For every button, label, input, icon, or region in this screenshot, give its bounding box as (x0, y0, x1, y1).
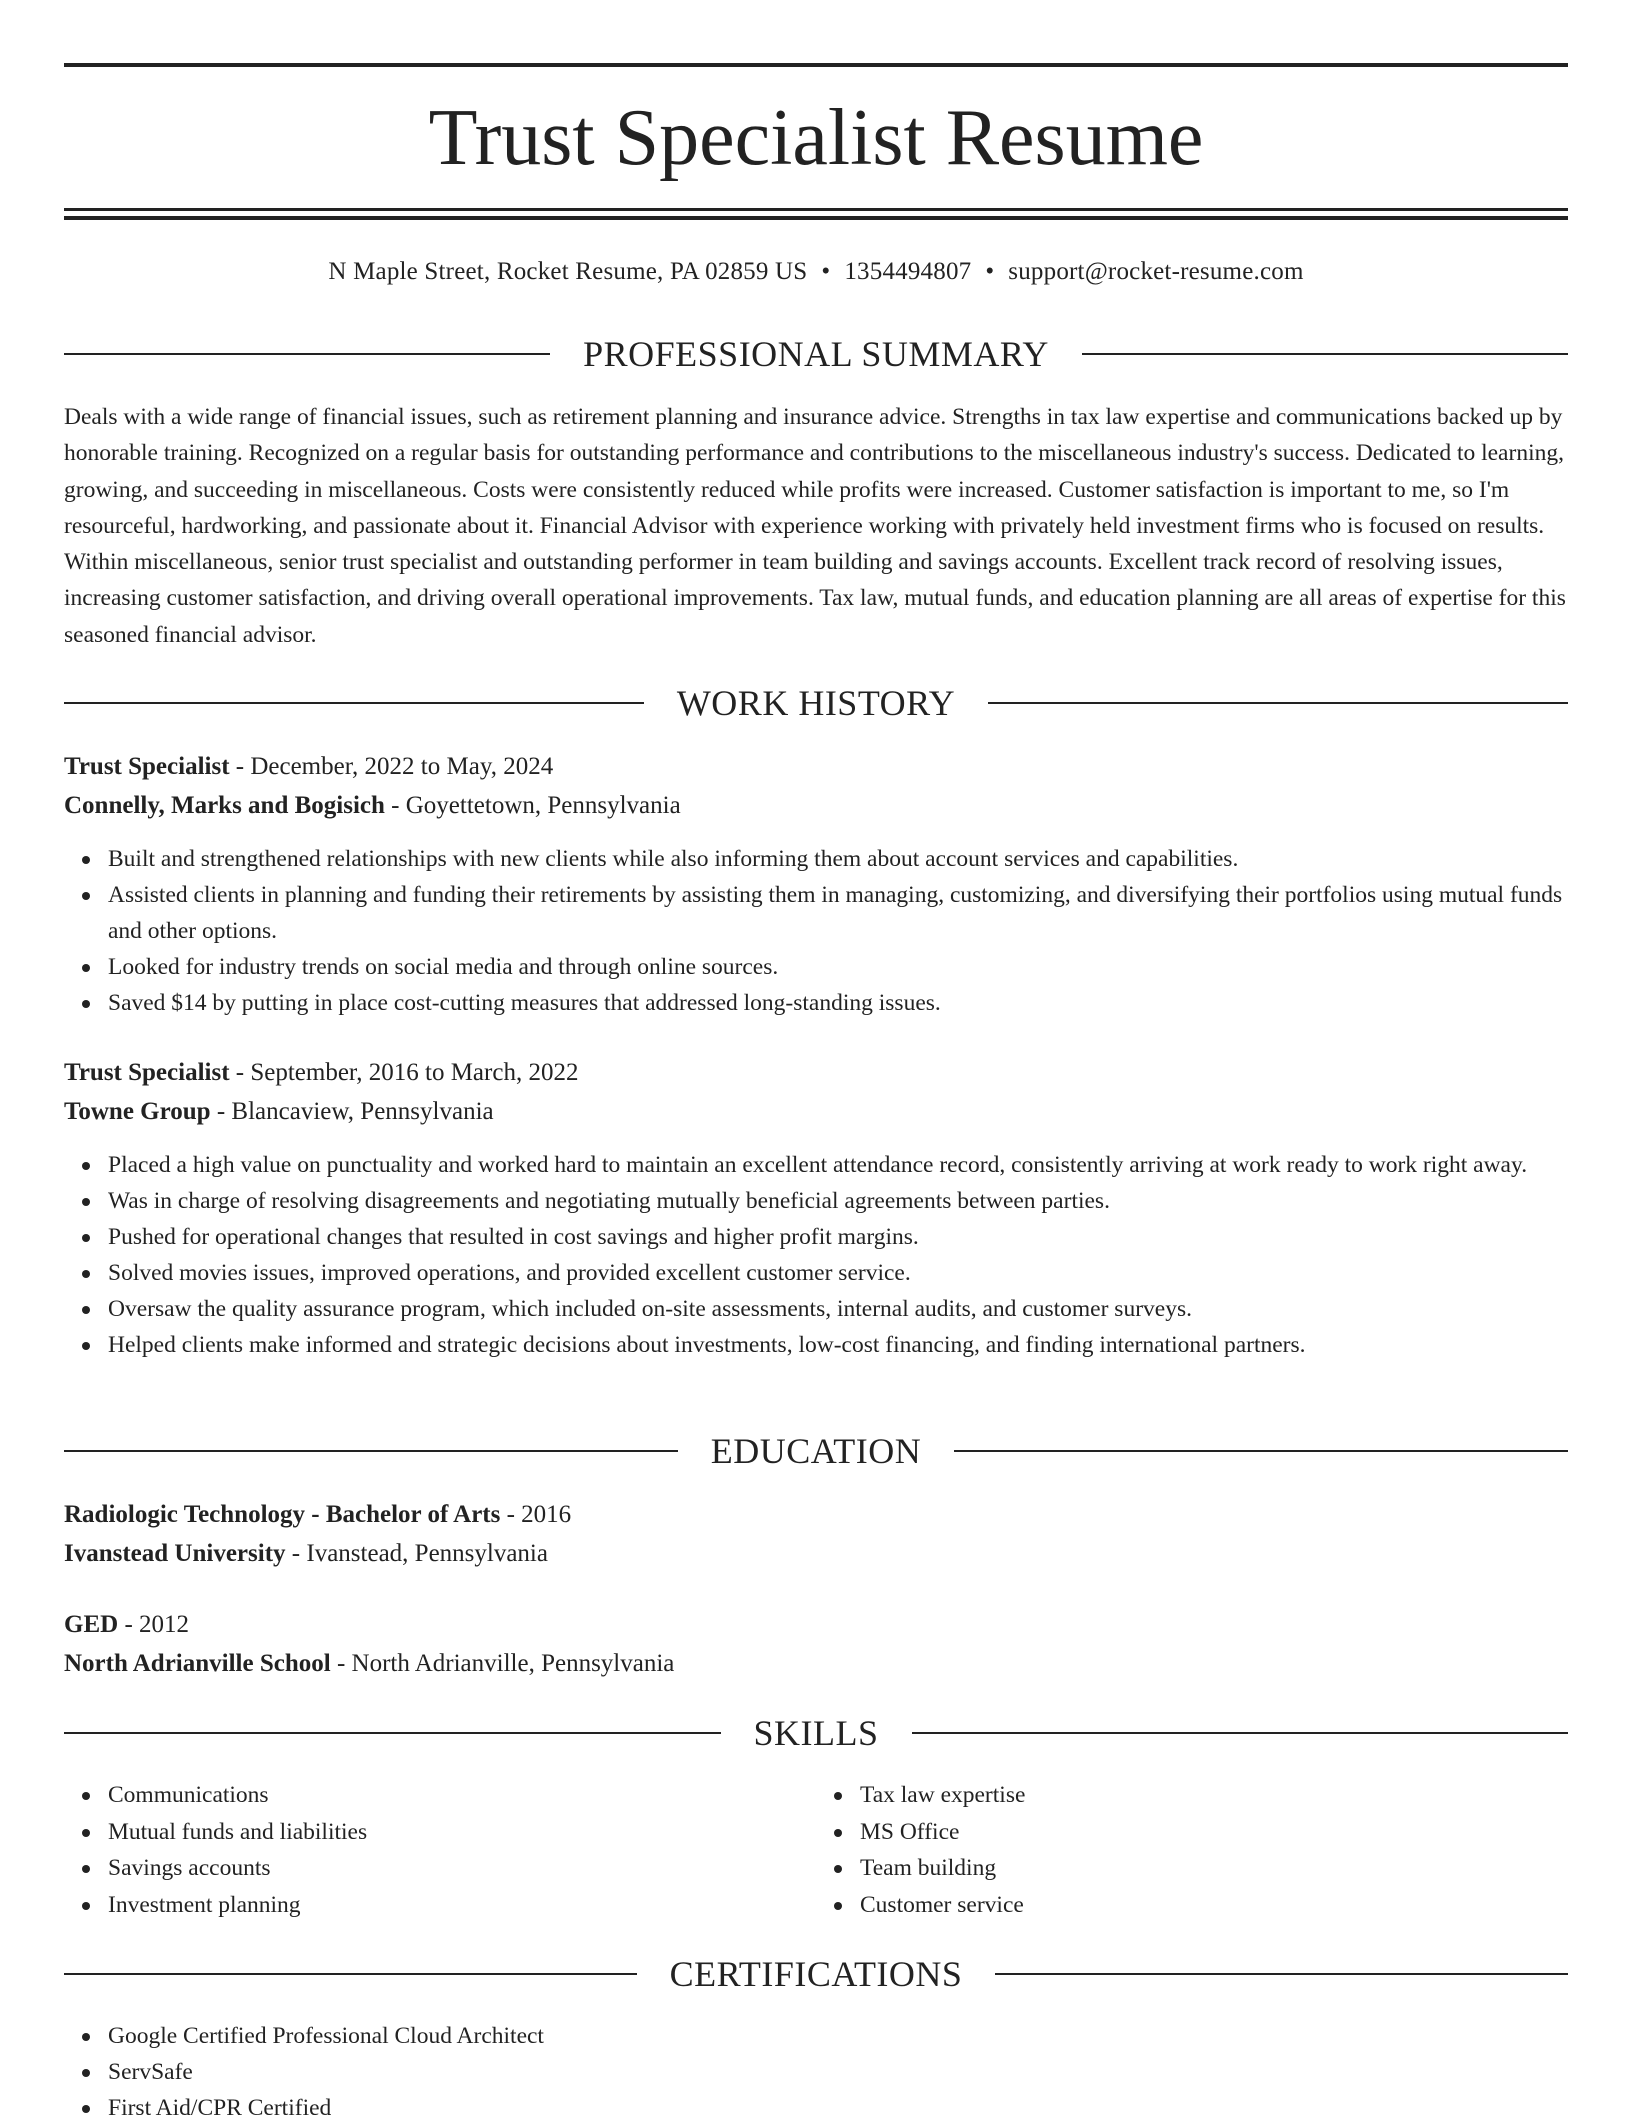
skill-item: Mutual funds and liabilities (108, 1814, 816, 1851)
section-heading (64, 330, 1568, 378)
list-item: Oversaw the quality assurance program, which included on-site assessments, internal audits, and customer surveys. (108, 1291, 1568, 1327)
heading-rule (1082, 353, 1568, 355)
list-item: Built and strengthened relationships with new clients while also informing them about account services and capabilities. (108, 841, 1568, 877)
summary-text: Deals with a wide range of financial issues, such as retirement planning and insurance advice. Strengths in tax law expertise and communications backed up by honorable training. Recognized on a regular basis for outstanding performance and contributions to the miscellaneous industry's success. Dedicated to learning, growing, and succeeding in miscellaneous. Costs were consistently reduced while profits were increased. Customer satisfaction is important to me, so I'm resourceful, hardworking, and passionate about it. Financial Advisor with experience working with privately held investment firms who is focused on results. Within miscellaneous, senior trust specialist and outstanding performer in team building and savings accounts. Excellent track record of resolving issues, increasing customer satisfaction, and driving overall operational improvements. Tax law, mutual funds, and education planning are all areas of expertise for this seasoned financial advisor. (64, 404, 1566, 648)
section-title: PROFESSIONAL SUMMARY (583, 334, 1049, 374)
job-dates: - December, 2022 to May, 2024 (229, 753, 554, 780)
summary-section (64, 330, 1568, 378)
job-title: Trust Specialist (64, 1059, 230, 1086)
school: Ivanstead University (64, 1540, 286, 1567)
section-heading (64, 679, 1568, 727)
list-item: Pushed for operational changes that resulted in cost savings and higher profit margins. (108, 1219, 1568, 1255)
degree-line (64, 1605, 1568, 1644)
certification-item: ServSafe (108, 2054, 1568, 2090)
education-entry (64, 1605, 1568, 1683)
degree: GED (64, 1611, 119, 1638)
heading-rule (64, 1450, 678, 1452)
section-heading (64, 1950, 1568, 1998)
section-title: SKILLS (753, 1713, 879, 1753)
section-title: EDUCATION (710, 1431, 922, 1471)
job-location: - Goyettetown, Pennsylvania (384, 792, 681, 819)
skills-list-right (816, 1777, 1568, 1923)
job-company-line (64, 1092, 1568, 1131)
degree: Radiologic Technology - Bachelor of Arts (64, 1501, 501, 1528)
certifications-list (64, 2018, 1568, 2126)
heading-rule (954, 1450, 1568, 1452)
section-title: WORK HISTORY (676, 683, 956, 723)
heading-rule (64, 1973, 637, 1975)
school-line (64, 1534, 1568, 1573)
contact-separator: • (821, 258, 831, 285)
job-title-line (64, 747, 1568, 786)
heading-rule (64, 702, 644, 704)
skill-item: Communications (108, 1777, 816, 1814)
skills-list-left (64, 1777, 816, 1923)
job-entry (64, 1053, 1568, 1131)
skill-item: Savings accounts (108, 1850, 816, 1887)
skill-item: Team building (860, 1850, 1568, 1887)
list-item: Helped clients make informed and strategic decisions about investments, low-cost financing, and finding international partners. (108, 1327, 1568, 1363)
job-company-line (64, 786, 1568, 825)
certifications-section (64, 1950, 1568, 1998)
work-history-section (64, 679, 1568, 727)
skill-item: Customer service (860, 1887, 1568, 1924)
list-item: Solved movies issues, improved operations, and provided excellent customer service. (108, 1255, 1568, 1291)
degree-year: - 2012 (118, 1611, 190, 1638)
contact-line (64, 254, 1568, 290)
certification-item: First Aid/CPR Certified (108, 2090, 1568, 2126)
skills-section (64, 1709, 1568, 1757)
heading-rule (912, 1732, 1569, 1734)
skill-item: MS Office (860, 1814, 1568, 1851)
skills-grid (64, 1777, 1568, 1923)
degree-year: - 2016 (500, 1501, 572, 1528)
list-item: Was in charge of resolving disagreements and negotiating mutually beneficial agreements between parties. (108, 1183, 1568, 1219)
job-company: Towne Group (64, 1098, 211, 1125)
school-location: - North Adrianville, Pennsylvania (330, 1650, 675, 1677)
job-duties-list (64, 841, 1568, 1021)
contact-email: support@rocket-resume.com (1008, 258, 1304, 285)
heading-rule (64, 353, 550, 355)
heading-rule (64, 1732, 721, 1734)
school-line (64, 1644, 1568, 1683)
job-dates: - September, 2016 to March, 2022 (229, 1059, 579, 1086)
job-company: Connelly, Marks and Bogisich (64, 792, 385, 819)
heading-rule (995, 1973, 1568, 1975)
list-item: Placed a high value on punctuality and worked hard to maintain an excellent attendance record, consistently arriving at work ready to work right away. (108, 1147, 1568, 1183)
job-entry (64, 747, 1568, 825)
school: North Adrianville School (64, 1650, 331, 1677)
skill-item: Investment planning (108, 1887, 816, 1924)
job-title-line (64, 1053, 1568, 1092)
job-title: Trust Specialist (64, 753, 230, 780)
certification-item: Google Certified Professional Cloud Architect (108, 2018, 1568, 2054)
list-item: Looked for industry trends on social media and through online sources. (108, 949, 1568, 985)
degree-line (64, 1495, 1568, 1534)
contact-separator: • (985, 258, 995, 285)
title-rule-upper (64, 208, 1568, 211)
page-title: Trust Specialist Resume (428, 94, 1204, 182)
skill-item: Tax law expertise (860, 1777, 1568, 1814)
section-title: CERTIFICATIONS (669, 1954, 963, 1994)
list-item: Saved $14 by putting in place cost-cutting measures that addressed long-standing issues. (108, 985, 1568, 1021)
job-location: - Blancaview, Pennsylvania (210, 1098, 494, 1125)
title-rule-lower (64, 216, 1568, 220)
school-location: - Ivanstead, Pennsylvania (285, 1540, 548, 1567)
section-heading (64, 1709, 1568, 1757)
heading-rule (988, 702, 1568, 704)
education-section (64, 1427, 1568, 1475)
top-rule (64, 63, 1568, 67)
section-heading (64, 1427, 1568, 1475)
contact-address: N Maple Street, Rocket Resume, PA 02859 US (328, 258, 808, 285)
contact-phone: 1354494807 (844, 258, 972, 285)
education-entry (64, 1495, 1568, 1573)
job-duties-list (64, 1147, 1568, 1363)
list-item: Assisted clients in planning and funding their retirements by assisting them in managing, customizing, and diversifying their portfolios using mutual funds and other options. (108, 877, 1568, 949)
